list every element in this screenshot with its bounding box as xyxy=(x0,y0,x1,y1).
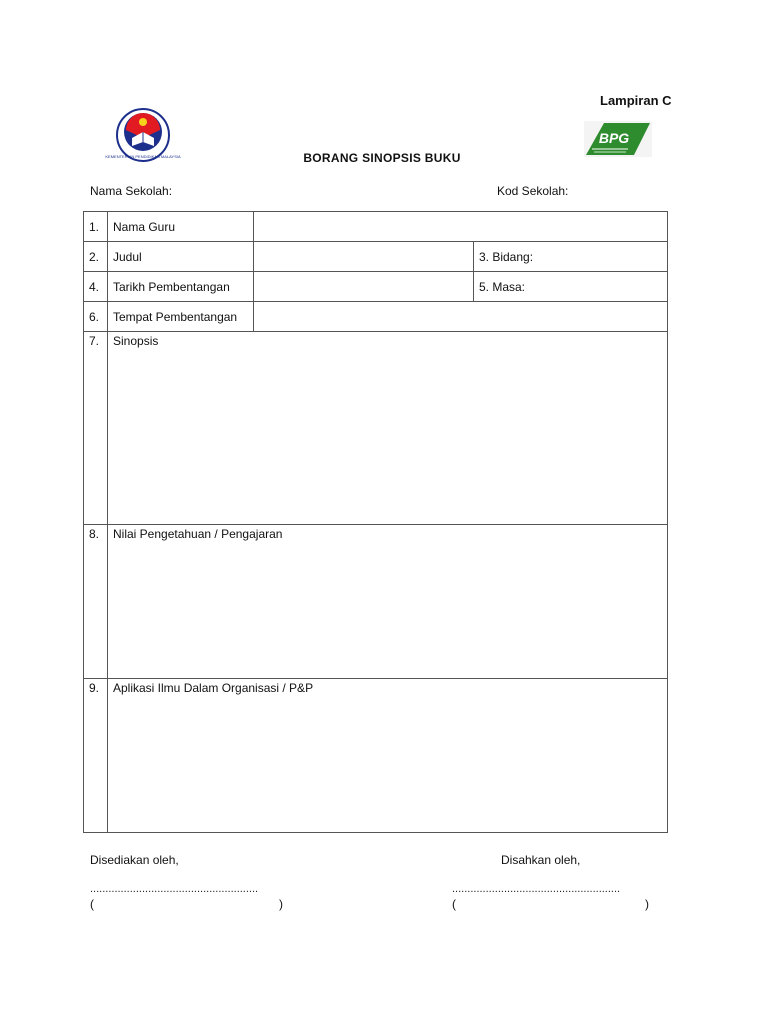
row-synopsis xyxy=(84,332,668,525)
row-number: 8. xyxy=(84,525,108,679)
field-area-label[interactable]: 3. Bidang: xyxy=(474,242,668,272)
prepared-by-label: Disediakan oleh, xyxy=(90,853,179,867)
row-label: Judul xyxy=(108,242,254,272)
row-label: Sinopsis xyxy=(113,334,159,348)
row-label: Tempat Pembentangan xyxy=(108,302,254,332)
prepared-signature-line[interactable]: ....................................................... xyxy=(90,883,259,895)
knowledge-application-field[interactable] xyxy=(108,679,668,833)
row-number: 7. xyxy=(84,332,108,525)
presentation-place-field[interactable] xyxy=(254,302,668,332)
row-label: Nama Guru xyxy=(108,212,254,242)
bpg-logo-text: BPG xyxy=(598,130,630,146)
row-title xyxy=(84,242,668,272)
form-title: BORANG SINOPSIS BUKU xyxy=(303,151,461,165)
title-field[interactable] xyxy=(254,242,474,272)
row-knowledge-application xyxy=(84,679,668,833)
row-label: Tarikh Pembentangan xyxy=(108,272,254,302)
presentation-date-field[interactable] xyxy=(254,272,474,302)
approved-name-open-paren: ( xyxy=(452,897,456,911)
row-teacher-name xyxy=(84,212,668,242)
approved-name-close-paren: ) xyxy=(645,897,649,911)
knowledge-value-field[interactable] xyxy=(108,525,668,679)
row-presentation-place xyxy=(84,302,668,332)
synopsis-form-table xyxy=(83,211,668,833)
row-presentation-date xyxy=(84,272,668,302)
synopsis-field[interactable] xyxy=(108,332,668,525)
prepared-name-close-paren: ) xyxy=(279,897,283,911)
row-number: 9. xyxy=(84,679,108,833)
row-number: 1. xyxy=(84,212,108,242)
ministry-logo-text: KEMENTERIAN PENDIDIKAN MALAYSIA xyxy=(105,154,181,159)
row-number: 4. xyxy=(84,272,108,302)
school-name-label: Nama Sekolah: xyxy=(90,184,173,198)
school-code-label: Kod Sekolah: xyxy=(497,184,569,198)
row-label: Nilai Pengetahuan / Pengajaran xyxy=(113,527,283,541)
approved-signature-line[interactable]: ....................................................... xyxy=(452,883,621,895)
row-number: 6. xyxy=(84,302,108,332)
row-label: Aplikasi Ilmu Dalam Organisasi / P&P xyxy=(113,681,314,695)
approved-by-label: Disahkan oleh, xyxy=(501,853,581,867)
attachment-label: Lampiran C xyxy=(600,93,672,108)
prepared-name-open-paren: ( xyxy=(90,897,94,911)
row-knowledge-value xyxy=(84,525,668,679)
row-number: 2. xyxy=(84,242,108,272)
time-label[interactable]: 5. Masa: xyxy=(474,272,668,302)
teacher-name-field[interactable] xyxy=(254,212,668,242)
